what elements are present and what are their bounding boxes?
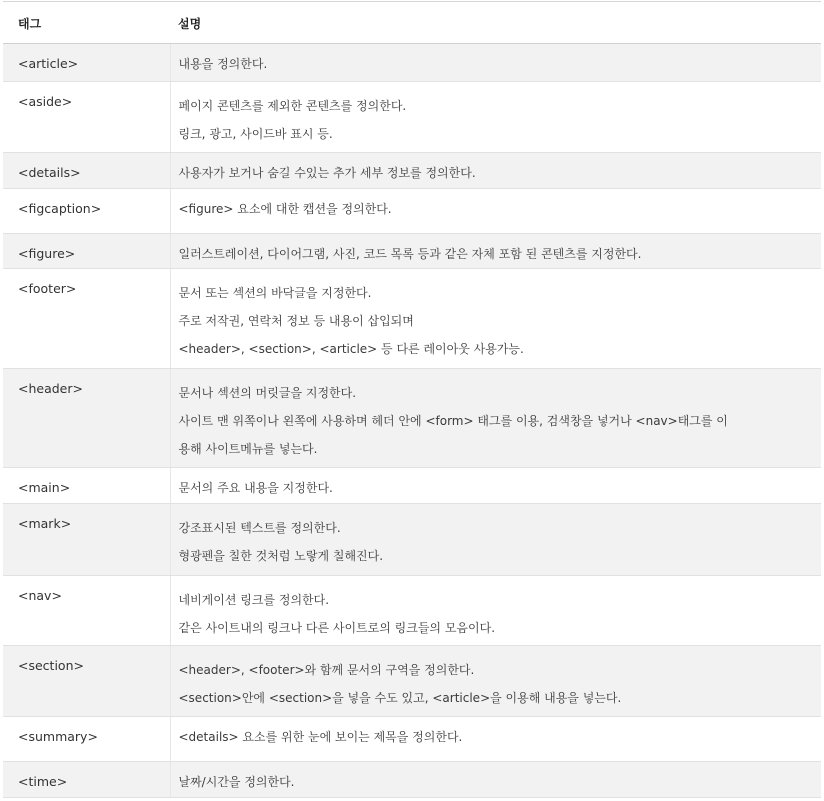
description-line: 사용자가 보거나 숨길 수있는 추가 세부 정보를 정의한다. [178, 166, 476, 180]
tag-cell: <aside> [3, 82, 170, 153]
description-line: 용해 사이트메뉴를 넣는다. [178, 442, 318, 456]
description-line: <header>, <footer>와 함께 문서의 구역을 정의한다. [178, 663, 475, 677]
description-line: 페이지 콘텐츠를 제외한 콘텐츠를 정의한다. [178, 99, 407, 113]
description-cell [170, 369, 821, 468]
description-line: <figure> 요소에 대한 캡션을 정의한다. [178, 202, 392, 216]
description-cell [170, 762, 821, 798]
tag-cell: <details> [3, 153, 170, 189]
description-cell [170, 646, 821, 717]
description-line: 날짜/시간을 정의한다. [178, 775, 295, 789]
description-line: 일러스트레이션, 다이어그램, 사진, 코드 목록 등과 같은 자체 포함 된 콘텐츠를 지정한다. [178, 247, 642, 261]
table-body [3, 44, 821, 798]
table-row [3, 269, 821, 369]
tag-cell: <summary> [3, 717, 170, 762]
description-line: <section>안에 <section>을 넣을 수도 있고, <article>을 이용해 내용을 넣는다. [178, 691, 622, 705]
description-line: 링크, 광고, 사이드바 표시 등. [178, 127, 333, 141]
tag-cell: <article> [3, 44, 170, 82]
table-header-row [3, 2, 821, 44]
description-line: 문서나 섹션의 머릿글을 지정한다. [178, 386, 357, 400]
description-line: 같은 사이트내의 링크나 다른 사이트로의 링크들의 모음이다. [178, 621, 496, 635]
tag-cell: <figure> [3, 234, 170, 269]
tag-cell: <figcaption> [3, 189, 170, 234]
description-line: 형광펜을 칠한 것처럼 노랗게 칠해진다. [178, 549, 384, 563]
description-cell [170, 468, 821, 504]
description-cell [170, 82, 821, 153]
description-cell [170, 189, 821, 234]
description-line: 주로 저작권, 연락처 정보 등 내용이 삽입되며 [178, 314, 414, 328]
description-line: 문서 또는 섹션의 바닥글을 지정한다. [178, 286, 372, 300]
description-cell [170, 717, 821, 762]
description-line: 문서의 주요 내용을 지정한다. [178, 481, 333, 495]
table-row [3, 153, 821, 189]
column-header-tag: 태그 [3, 2, 170, 44]
tag-cell: <section> [3, 646, 170, 717]
description-cell [170, 576, 821, 646]
table-row [3, 762, 821, 798]
tag-cell: <nav> [3, 576, 170, 646]
table-row [3, 234, 821, 269]
description-line: <details> 요소를 위한 눈에 보이는 제목을 정의한다. [178, 730, 463, 744]
table-row [3, 576, 821, 646]
description-cell [170, 153, 821, 189]
tag-cell: <time> [3, 762, 170, 798]
table-row [3, 717, 821, 762]
description-line: 강조표시된 텍스트를 정의한다. [178, 521, 341, 535]
table-row [3, 189, 821, 234]
description-cell [170, 269, 821, 369]
tag-cell: <main> [3, 468, 170, 504]
description-cell [170, 44, 821, 82]
table-row [3, 468, 821, 504]
description-cell [170, 234, 821, 269]
tag-cell: <footer> [3, 269, 170, 369]
html-tags-table [3, 1, 821, 798]
column-header-description: 설명 [170, 2, 821, 44]
table-row [3, 44, 821, 82]
table-row [3, 504, 821, 576]
description-line: 사이트 맨 위쪽이나 왼쪽에 사용하며 헤더 안에 <form> 태그를 이용, 검색창을 넣거나 <nav>태그를 이 [178, 414, 728, 428]
table-row [3, 646, 821, 717]
description-cell [170, 504, 821, 576]
table-row [3, 369, 821, 468]
description-line: <header>, <section>, <article> 등 다른 레이아웃 사용가능. [178, 342, 524, 356]
description-line: 네비게이션 링크를 정의한다. [178, 593, 330, 607]
tag-cell: <mark> [3, 504, 170, 576]
table-row [3, 82, 821, 153]
description-line: 내용을 정의한다. [178, 57, 268, 71]
tag-cell: <header> [3, 369, 170, 468]
